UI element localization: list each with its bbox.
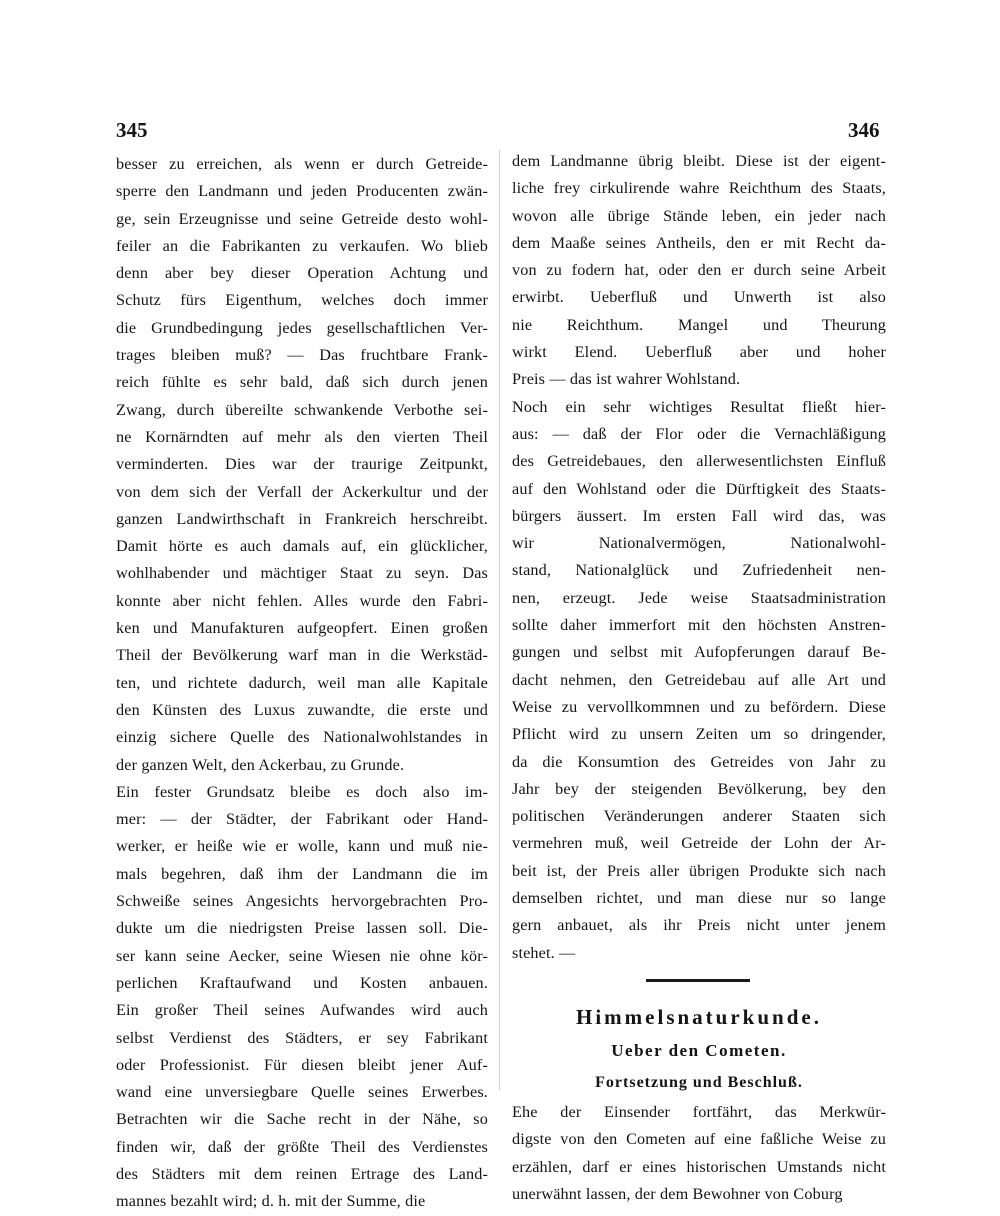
text-line: gungen und selbst mit Aufopferungen darauf Be- xyxy=(512,643,886,662)
text-line: digste von den Cometen auf eine faßliche Weise zu xyxy=(512,1130,886,1149)
text-line: Damit hörte es auch damals auf, ein glücklicher, xyxy=(116,537,488,556)
text-line: aus: — daß der Flor oder die Vernachläßigung xyxy=(512,424,886,443)
page-number-right: 346 xyxy=(848,118,880,142)
text-line: sollte daher immerfort mit den höchsten Anstren- xyxy=(512,616,886,635)
text-line: denn aber bey dieser Operation Achtung und xyxy=(116,264,488,283)
text-line: einzig sichere Quelle des Nationalwohlstandes in xyxy=(116,728,488,747)
text-line: stand, Nationalglück und Zufriedenheit nen- xyxy=(512,561,886,580)
text-line: unerwähnt lassen, der dem Bewohner von Coburg xyxy=(512,1184,843,1203)
text-line: feiler an die Fabrikanten zu verkaufen. Wo blieb xyxy=(116,236,488,255)
text-line: politischen Veränderungen anderer Staaten sich xyxy=(512,807,886,826)
article-body xyxy=(512,1099,886,1208)
text-line: finden wir, daß der größte Theil des Verdienstes xyxy=(116,1137,488,1156)
text-line: von zu fodern hat, oder den er durch seine Arbeit xyxy=(512,261,886,280)
text-line: vermehren muß, weil Getreide der Lohn der Ar- xyxy=(512,834,886,853)
left-column-text xyxy=(116,151,488,1216)
page-number-left: 345 xyxy=(116,118,148,142)
text-line: ken und Manufakturen aufgeopfert. Einen großen xyxy=(116,619,488,638)
text-line: Weise zu vervollkommnen und zu befördern. Diese xyxy=(512,697,886,716)
text-line: wand eine unversiegbare Quelle seines Erwerbes. xyxy=(116,1083,488,1102)
text-line: demselben richtet, und man diese nur so lange xyxy=(512,889,886,908)
text-line: dem Landmanne übrig bleibt. Diese ist der eigent- xyxy=(512,152,886,170)
text-line: den Künsten des Luxus zuwandte, die erste und xyxy=(116,700,488,719)
text-line: wirkt Elend. Ueberfluß aber und hoher xyxy=(512,343,886,362)
text-line: dacht nehmen, den Getreidebau auf alle Art und xyxy=(512,670,886,689)
text-line: Betrachten wir die Sache recht in der Nähe, so xyxy=(116,1110,488,1129)
column-gutter xyxy=(499,150,500,1090)
section-heading: Himmelsnaturkunde. xyxy=(576,1004,822,1029)
text-line: die Grundbedingung jedes gesellschaftlichen Ver- xyxy=(116,318,488,337)
article-title: Ueber den Cometen. xyxy=(611,1040,787,1060)
text-line: Preis — das ist wahrer Wohlstand. xyxy=(512,370,741,389)
text-line: der ganzen Welt, den Ackerbau, zu Grunde. xyxy=(116,755,405,774)
text-line: von dem sich der Verfall der Ackerkultur und der xyxy=(116,482,488,501)
text-line: beit ist, der Preis aller übrigen Produkte sich nach xyxy=(512,861,886,880)
text-line: Ein großer Theil seines Aufwandes wird auch xyxy=(116,1001,488,1020)
text-line: erzählen, darf er eines historischen Umstands nicht xyxy=(512,1157,886,1176)
text-line: liche frey cirkulirende wahre Reichthum des Staats, xyxy=(512,179,886,198)
text-line: perlichen Kraftaufwand und Kosten anbauen. xyxy=(116,973,488,992)
text-line: nie Reichthum. Mangel und Theurung xyxy=(512,315,886,334)
text-line: des Städters mit dem reinen Ertrage des Land- xyxy=(116,1164,488,1183)
text-line: reich fühlte es sehr bald, daß sich durch jenen xyxy=(116,373,488,392)
text-line: nen, erzeugt. Jede weise Staatsadministration xyxy=(512,588,886,607)
text-line: ge, sein Erzeugnisse und seine Getreide desto wohl- xyxy=(116,209,488,228)
text-line: Zwang, durch übereilte schwankende Verbothe sei- xyxy=(116,400,488,419)
text-line: Pflicht wird zu unsern Zeiten um so dringender, xyxy=(512,725,886,744)
text-line: ser kann seine Aecker, seine Wiesen nie ohne kör- xyxy=(116,946,488,965)
right-column-body xyxy=(512,148,886,967)
article-subtitle: Fortsetzung und Beschluß. xyxy=(595,1073,803,1091)
text-line: ne Kornärndten auf mehr als den vierten Theil xyxy=(116,427,488,446)
text-line: gern anbauet, als ihr Preis nicht unter jenem xyxy=(512,916,886,935)
text-line: dem Maaße seines Antheils, den er mit Recht da- xyxy=(512,233,886,252)
text-line: erwirbt. Ueberfluß und Unwerth ist also xyxy=(512,288,886,307)
text-line: Theil der Bevölkerung warf man in die Werkstäd- xyxy=(116,646,488,665)
text-line: ganzen Landwirthschaft in Frankreich herschreibt. xyxy=(116,509,488,528)
text-line: sperre den Landmann und jeden Producenten zwän- xyxy=(116,182,488,201)
text-line: Schutz fürs Eigenthum, welches doch immer xyxy=(116,291,488,310)
text-line: konnte aber nicht fehlen. Alles wurde den Fabri- xyxy=(116,591,488,610)
text-line: ten, und richtete dadurch, weil man alle Kapitale xyxy=(116,673,488,692)
text-line: wir Nationalvermögen, Nationalwohl- xyxy=(512,534,886,553)
text-line: Ehe der Einsender fortfährt, das Merkwür- xyxy=(512,1102,886,1121)
text-line: dukte um die niedrigsten Preise lassen soll. Die- xyxy=(116,919,488,938)
text-line: wovon alle übrige Stände leben, ein jeder nach xyxy=(512,206,886,225)
text-line: selbst Verdienst des Städters, er sey Fabrikant xyxy=(116,1028,488,1047)
text-line: bürgers äussert. Im ersten Fall wird das, was xyxy=(512,506,886,525)
text-line: trages bleiben muß? — Das fruchtbare Frank- xyxy=(116,346,488,365)
text-line: mer: — der Städter, der Fabrikant oder Hand- xyxy=(116,810,488,829)
text-line: wohlhabender und mächtiger Staat zu seyn. Das xyxy=(116,564,488,583)
text-line: Jahr bey der steigenden Bevölkerung, bey den xyxy=(512,779,886,798)
text-line: besser zu erreichen, als wenn er durch Getreide- xyxy=(116,155,488,173)
text-line: verminderten. Dies war der traurige Zeitpunkt, xyxy=(116,455,488,474)
text-line: werker, er heiße wie er wolle, kann und muß nie- xyxy=(116,837,488,856)
text-line: mannes bezahlt wird; d. h. mit der Summe, die xyxy=(116,1192,426,1211)
text-line: stehet. — xyxy=(512,943,576,962)
text-line: oder Professionist. Für diesen bleibt jener Auf- xyxy=(116,1055,488,1074)
text-line: Noch ein sehr wichtiges Resultat fließt hier- xyxy=(512,397,886,416)
section-divider xyxy=(512,967,886,997)
text-line: da die Konsumtion des Getreides von Jahr zu xyxy=(512,752,886,771)
text-line: des Getreidebaues, den allerwesentlichsten Einfluß xyxy=(512,452,886,471)
text-line: Ein fester Grundsatz bleibe es doch also im- xyxy=(116,782,488,801)
text-line: mals begehren, daß ihm der Landmann die im xyxy=(116,864,488,883)
text-line: Schweiße seines Angesichts hervorgebrachten Pro- xyxy=(116,892,488,911)
text-line: auf den Wohlstand oder die Dürftigkeit des Staats- xyxy=(512,479,886,498)
right-column-text xyxy=(512,148,886,1208)
